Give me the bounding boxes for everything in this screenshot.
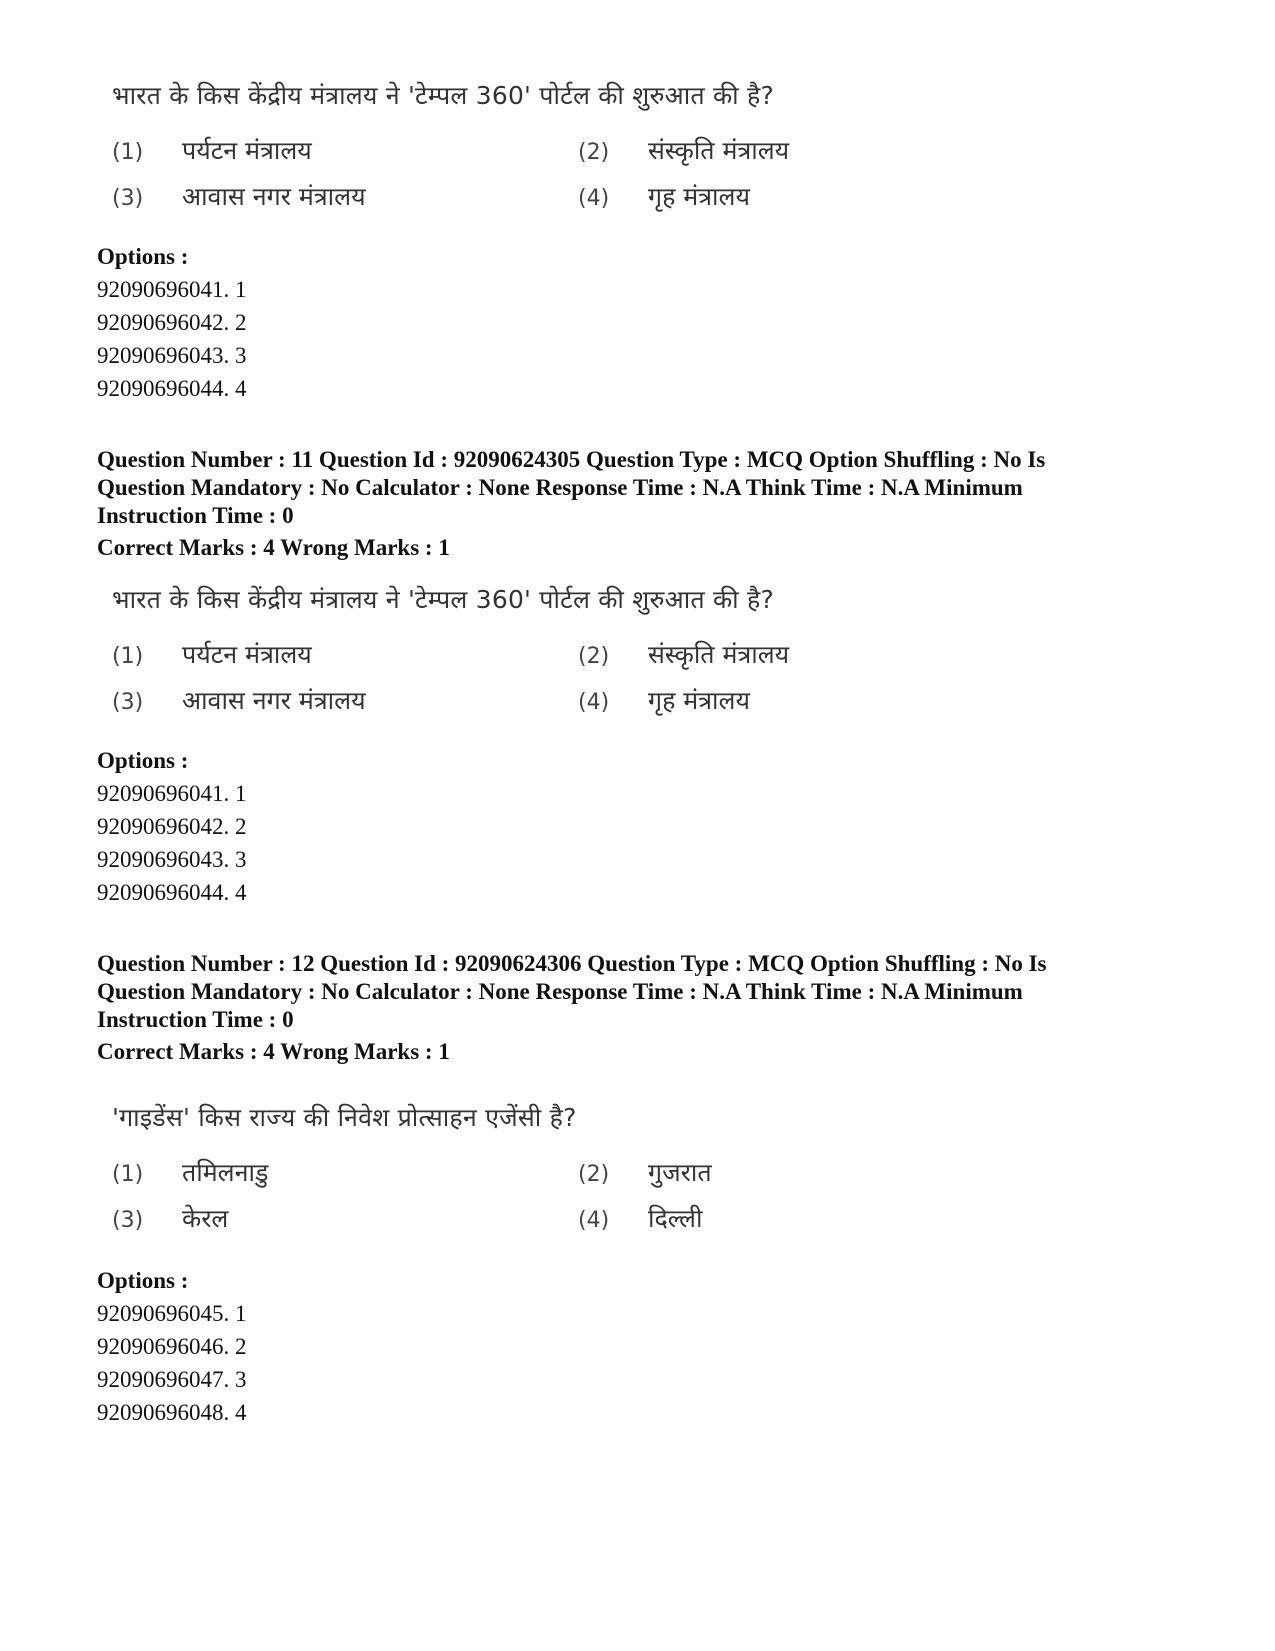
choice-text: संस्कृति मंत्रालय <box>648 640 790 669</box>
choice-3 <box>112 1201 228 1235</box>
meta-line: Question Number : 12 Question Id : 92090624306 Question Type : MCQ Option Shuffling : No Is <box>97 951 1047 976</box>
option-line: 92090696043. 3 <box>97 847 247 872</box>
choice-1 <box>112 133 312 167</box>
choice-text: पर्यटन मंत्रालय <box>182 640 312 669</box>
option-line: 92090696048. 4 <box>97 1400 247 1425</box>
choice-text: आवास नगर मंत्रालय <box>182 182 366 211</box>
question-image <box>112 582 1012 722</box>
choice-number: (3) <box>112 1208 144 1233</box>
question-text: भारत के किस केंद्रीय मंत्रालय ने 'टेम्पल 360' पोर्टल की शुरुआत की है? <box>112 585 774 614</box>
choice-text: केरल <box>182 1204 229 1233</box>
options-label: Options : <box>97 1268 189 1293</box>
marks-line: Correct Marks : 4 Wrong Marks : 1 <box>97 535 450 560</box>
options-label: Options : <box>97 748 189 773</box>
choice-text: संस्कृति मंत्रालय <box>648 136 790 165</box>
choice-number: (2) <box>578 140 610 165</box>
choice-number: (4) <box>578 1208 610 1233</box>
choice-3 <box>112 179 366 213</box>
marks-line: Correct Marks : 4 Wrong Marks : 1 <box>97 1039 450 1064</box>
choice-number: (4) <box>578 690 610 715</box>
choice-4 <box>578 683 750 717</box>
choice-1 <box>112 1155 268 1189</box>
choice-2 <box>578 637 789 671</box>
choice-text: तमिलनाडु <box>182 1158 269 1187</box>
choice-number: (2) <box>578 644 610 669</box>
question-image <box>112 1100 1012 1240</box>
question-text: 'गाइडेंस' किस राज्य की निवेश प्रोत्साहन एजेंसी है? <box>112 1103 577 1132</box>
meta-line: Instruction Time : 0 <box>97 503 294 528</box>
choice-number: (1) <box>112 1162 144 1187</box>
option-line: 92090696041. 1 <box>97 781 247 806</box>
question-meta <box>97 950 1197 1034</box>
option-line: 92090696044. 4 <box>97 376 247 401</box>
option-line: 92090696046. 2 <box>97 1334 247 1359</box>
choice-number: (1) <box>112 140 144 165</box>
choice-3 <box>112 683 366 717</box>
choice-4 <box>578 179 750 213</box>
choice-1 <box>112 637 312 671</box>
choice-number: (3) <box>112 690 144 715</box>
choice-4 <box>578 1201 702 1235</box>
meta-line: Question Mandatory : No Calculator : None Response Time : N.A Think Time : N.A Minimum <box>97 979 1023 1004</box>
option-line: 92090696044. 4 <box>97 880 247 905</box>
option-line: 92090696041. 1 <box>97 277 247 302</box>
choice-text: आवास नगर मंत्रालय <box>182 686 366 715</box>
choice-2 <box>578 133 789 167</box>
choice-number: (2) <box>578 1162 610 1187</box>
option-line: 92090696047. 3 <box>97 1367 247 1392</box>
meta-line: Question Number : 11 Question Id : 92090624305 Question Type : MCQ Option Shuffling : No Is <box>97 447 1046 472</box>
option-line: 92090696042. 2 <box>97 310 247 335</box>
option-line: 92090696045. 1 <box>97 1301 247 1326</box>
meta-line: Instruction Time : 0 <box>97 1007 294 1032</box>
option-line: 92090696042. 2 <box>97 814 247 839</box>
choice-2 <box>578 1155 712 1189</box>
choice-number: (3) <box>112 186 144 211</box>
option-line: 92090696043. 3 <box>97 343 247 368</box>
choice-number: (4) <box>578 186 610 211</box>
options-label: Options : <box>97 244 189 269</box>
choice-text: दिल्ली <box>648 1204 703 1233</box>
question-meta <box>97 446 1197 530</box>
question-image <box>112 78 1012 218</box>
choice-text: पर्यटन मंत्रालय <box>182 136 312 165</box>
meta-line: Question Mandatory : No Calculator : None Response Time : N.A Think Time : N.A Minimum <box>97 475 1023 500</box>
question-text: भारत के किस केंद्रीय मंत्रालय ने 'टेम्पल 360' पोर्टल की शुरुआत की है? <box>112 81 774 110</box>
choice-text: गुजरात <box>648 1158 712 1187</box>
choice-text: गृह मंत्रालय <box>648 686 750 715</box>
choice-number: (1) <box>112 644 144 669</box>
choice-text: गृह मंत्रालय <box>648 182 750 211</box>
